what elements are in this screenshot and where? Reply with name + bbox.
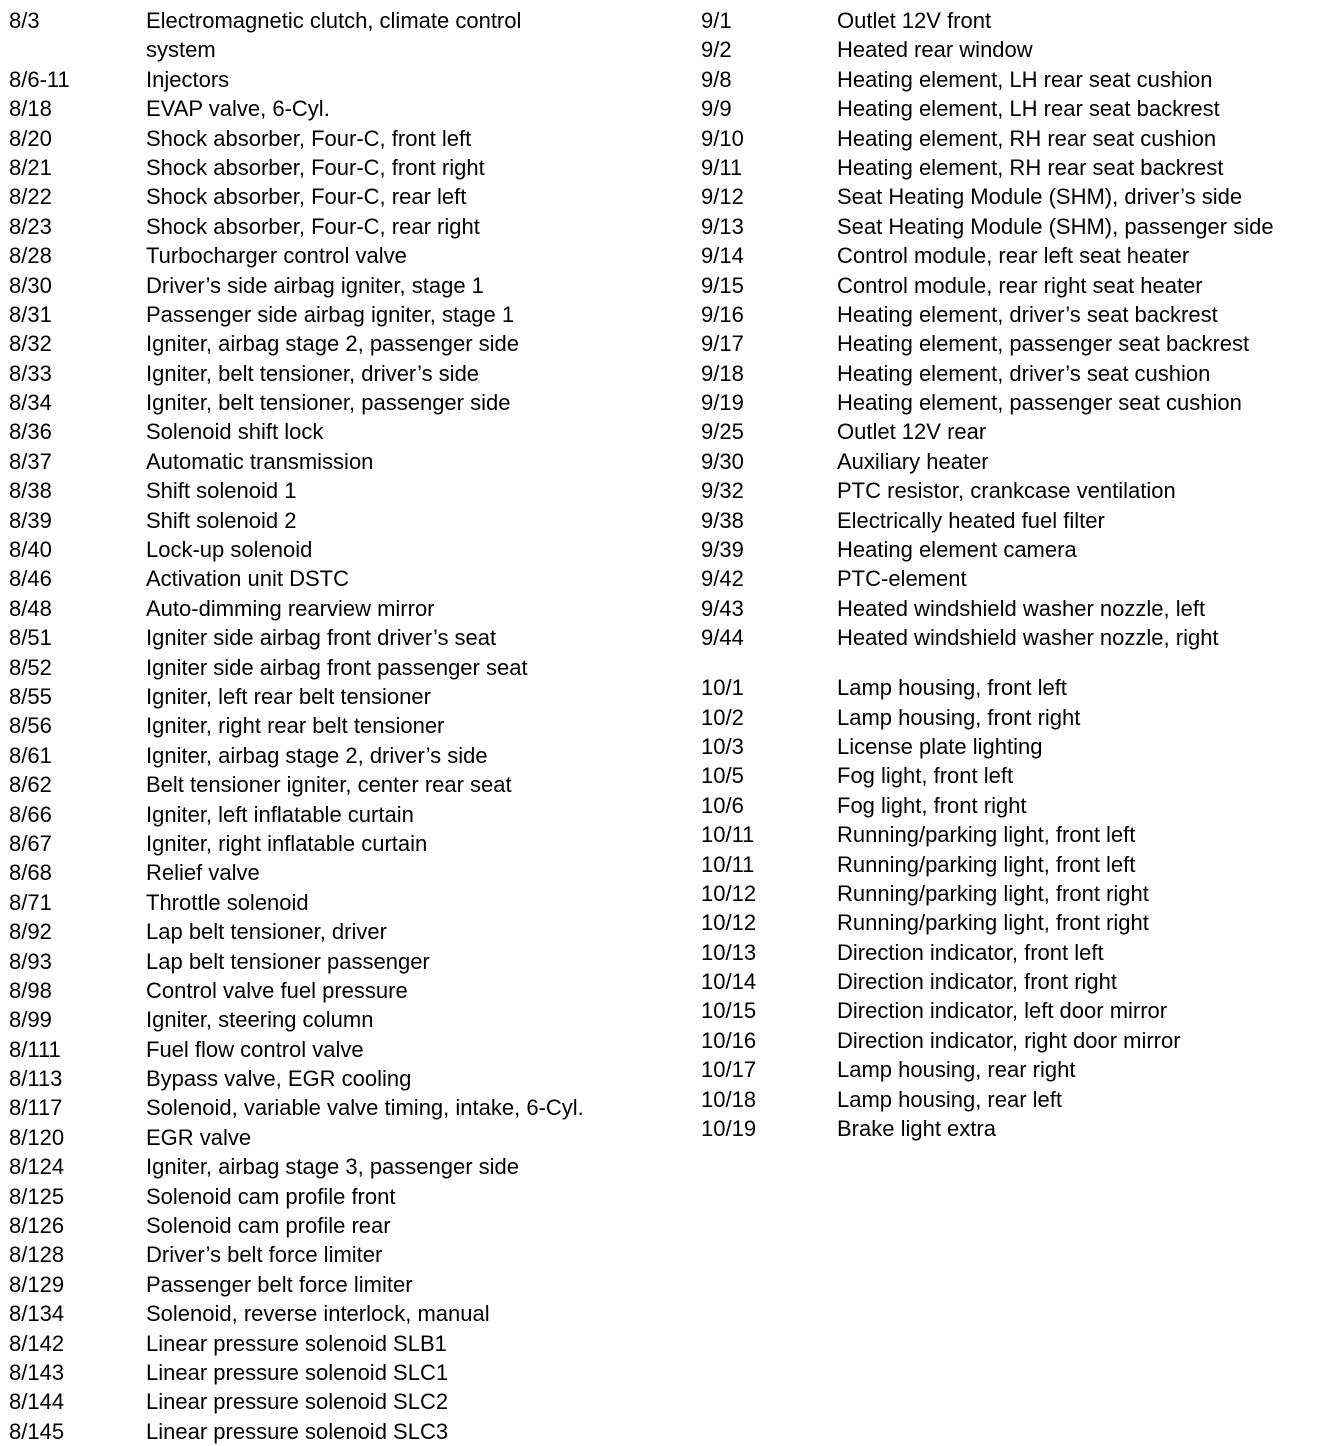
component-description: Relief valve bbox=[146, 860, 260, 886]
component-description: Turbocharger control valve bbox=[146, 243, 407, 269]
component-row bbox=[9, 1182, 669, 1211]
component-row bbox=[701, 703, 1321, 732]
component-description: Shift solenoid 1 bbox=[146, 478, 297, 504]
left-component-list bbox=[9, 6, 669, 1446]
component-description: EVAP valve, 6-Cyl. bbox=[146, 96, 330, 122]
component-code: 8/3 bbox=[9, 8, 40, 33]
component-row bbox=[9, 711, 669, 740]
component-row bbox=[9, 1152, 669, 1181]
component-code: 8/22 bbox=[9, 184, 52, 210]
component-row bbox=[9, 6, 669, 65]
component-code: 8/18 bbox=[9, 96, 52, 122]
component-description: Heating element, LH rear seat backrest bbox=[837, 96, 1220, 122]
component-code: 10/2 bbox=[701, 704, 744, 730]
group-spacer bbox=[701, 653, 1321, 674]
component-row bbox=[9, 359, 669, 388]
component-row bbox=[9, 94, 669, 123]
component-row bbox=[9, 829, 669, 858]
component-code: 8/113 bbox=[9, 1066, 63, 1092]
component-row bbox=[9, 741, 669, 770]
component-row bbox=[9, 65, 669, 94]
component-description: Injectors bbox=[146, 66, 230, 92]
component-description: Running/parking light, front left bbox=[837, 822, 1136, 848]
component-code: 9/8 bbox=[701, 66, 732, 92]
component-code: 8/117 bbox=[9, 1095, 63, 1121]
component-description: Seat Heating Module (SHM), driver’s side bbox=[837, 184, 1243, 210]
component-description: Seat Heating Module (SHM), passenger side bbox=[837, 213, 1274, 239]
component-description: Heating element camera bbox=[837, 537, 1077, 563]
component-description: Running/parking light, front right bbox=[837, 910, 1149, 936]
component-description: Fuel flow control valve bbox=[146, 1036, 364, 1062]
component-description: Passenger belt force limiter bbox=[146, 1271, 413, 1297]
component-code: 10/5 bbox=[701, 763, 744, 789]
component-code: 8/34 bbox=[9, 390, 52, 416]
component-description: Bypass valve, EGR cooling bbox=[146, 1066, 412, 1092]
component-code: 8/143 bbox=[9, 1359, 65, 1385]
component-description: Heated rear window bbox=[837, 37, 1033, 63]
component-code: 8/134 bbox=[9, 1301, 65, 1327]
component-description: Passenger side airbag igniter, stage 1 bbox=[146, 301, 515, 327]
component-code: 8/142 bbox=[9, 1330, 65, 1356]
component-row bbox=[701, 850, 1321, 879]
component-code: 10/17 bbox=[701, 1057, 757, 1083]
component-row bbox=[701, 476, 1321, 505]
component-code: 8/128 bbox=[9, 1242, 65, 1268]
component-code: 8/20 bbox=[9, 125, 52, 151]
component-description: Auto-dimming rearview mirror bbox=[146, 595, 435, 621]
component-description: Auxiliary heater bbox=[837, 448, 989, 474]
component-code: 9/25 bbox=[701, 419, 744, 445]
component-group-10 bbox=[701, 673, 1321, 1143]
component-row bbox=[9, 800, 669, 829]
component-description: Linear pressure solenoid SLC1 bbox=[146, 1359, 449, 1385]
component-code: 8/46 bbox=[9, 566, 52, 592]
component-row bbox=[701, 1085, 1321, 1114]
component-code: 8/98 bbox=[9, 977, 52, 1003]
component-description: PTC-element bbox=[837, 566, 967, 592]
component-row bbox=[9, 858, 669, 887]
component-row bbox=[701, 1114, 1321, 1143]
component-code: 8/56 bbox=[9, 713, 52, 739]
component-code: 10/11 bbox=[701, 822, 755, 848]
component-row bbox=[701, 564, 1321, 593]
component-description: Shock absorber, Four-C, rear right bbox=[146, 213, 480, 239]
component-code: 9/9 bbox=[701, 96, 732, 122]
component-code: 9/1 bbox=[701, 8, 732, 33]
component-description: PTC resistor, crankcase ventilation bbox=[837, 478, 1176, 504]
component-row bbox=[701, 623, 1321, 652]
component-row bbox=[701, 594, 1321, 623]
component-row bbox=[701, 820, 1321, 849]
component-code: 8/31 bbox=[9, 301, 52, 327]
component-row bbox=[9, 1123, 669, 1152]
right-component-list bbox=[701, 6, 1321, 1143]
component-row bbox=[701, 417, 1321, 446]
component-code: 10/3 bbox=[701, 733, 744, 759]
component-row bbox=[701, 300, 1321, 329]
component-code: 8/37 bbox=[9, 448, 52, 474]
component-row bbox=[701, 329, 1321, 358]
component-code: 9/14 bbox=[701, 243, 744, 269]
component-description: Shock absorber, Four-C, front left bbox=[146, 125, 472, 151]
component-code: 9/38 bbox=[701, 507, 744, 533]
component-row bbox=[9, 1329, 669, 1358]
component-code: 8/126 bbox=[9, 1213, 65, 1239]
component-code: 8/92 bbox=[9, 919, 52, 945]
component-description: Igniter, airbag stage 2, passenger side bbox=[146, 331, 520, 357]
component-description: Heating element, RH rear seat backrest bbox=[837, 154, 1224, 180]
component-code: 8/28 bbox=[9, 243, 52, 269]
component-row bbox=[9, 770, 669, 799]
component-row bbox=[9, 182, 669, 211]
component-row bbox=[701, 879, 1321, 908]
component-row bbox=[9, 623, 669, 652]
component-description: Outlet 12V rear bbox=[837, 419, 987, 445]
component-row bbox=[701, 241, 1321, 270]
component-description: Driver’s belt force limiter bbox=[146, 1242, 383, 1268]
component-description: Control valve fuel pressure bbox=[146, 977, 408, 1003]
component-description: Heating element, passenger seat cushion bbox=[837, 390, 1242, 416]
component-code: 10/12 bbox=[701, 910, 757, 936]
component-description: Igniter, airbag stage 3, passenger side bbox=[146, 1154, 520, 1180]
component-description: Igniter side airbag front passenger seat bbox=[146, 654, 528, 680]
component-description: Igniter, steering column bbox=[146, 1007, 374, 1033]
component-description: Linear pressure solenoid SLC3 bbox=[146, 1418, 449, 1444]
component-description: Electrically heated fuel filter bbox=[837, 507, 1105, 533]
component-description: Lap belt tensioner, driver bbox=[146, 919, 387, 945]
component-row bbox=[9, 653, 669, 682]
component-row bbox=[701, 761, 1321, 790]
component-code: 8/111 bbox=[9, 1036, 61, 1062]
component-code: 8/61 bbox=[9, 742, 52, 768]
component-code: 8/67 bbox=[9, 830, 52, 856]
component-description: Automatic transmission bbox=[146, 448, 374, 474]
component-row bbox=[9, 947, 669, 976]
component-row bbox=[701, 673, 1321, 702]
component-description: Solenoid cam profile rear bbox=[146, 1213, 391, 1239]
component-description: Solenoid shift lock bbox=[146, 419, 324, 445]
component-code: 10/15 bbox=[701, 998, 757, 1024]
component-row bbox=[9, 329, 669, 358]
component-code: 8/36 bbox=[9, 419, 52, 445]
component-description: Lamp housing, rear right bbox=[837, 1057, 1076, 1083]
component-code: 9/30 bbox=[701, 448, 744, 474]
component-row bbox=[701, 212, 1321, 241]
component-row bbox=[9, 271, 669, 300]
component-description: Direction indicator, left door mirror bbox=[837, 998, 1168, 1024]
component-description: Linear pressure solenoid SLB1 bbox=[146, 1330, 447, 1356]
component-row bbox=[701, 359, 1321, 388]
component-code: 10/14 bbox=[701, 969, 757, 995]
component-row bbox=[701, 996, 1321, 1025]
component-code: 8/39 bbox=[9, 507, 52, 533]
component-row bbox=[9, 1299, 669, 1328]
component-code: 8/93 bbox=[9, 948, 52, 974]
component-code: 8/68 bbox=[9, 860, 52, 886]
component-code: 8/55 bbox=[9, 684, 52, 709]
component-description: Igniter, right inflatable curtain bbox=[146, 830, 428, 856]
component-row bbox=[9, 1093, 669, 1122]
component-row bbox=[701, 388, 1321, 417]
component-row bbox=[9, 1064, 669, 1093]
component-row bbox=[701, 506, 1321, 535]
component-code: 8/144 bbox=[9, 1389, 65, 1415]
component-code: 8/21 bbox=[9, 154, 52, 180]
component-description: Lock-up solenoid bbox=[146, 537, 313, 563]
component-description: Driver’s side airbag igniter, stage 1 bbox=[146, 272, 484, 298]
component-code: 9/17 bbox=[701, 331, 744, 357]
component-description: Heating element, driver’s seat cushion bbox=[837, 360, 1211, 386]
component-description: Shock absorber, Four-C, rear left bbox=[146, 184, 467, 210]
component-description: Electromagnetic clutch, climate control system bbox=[146, 8, 522, 63]
component-description: Running/parking light, front left bbox=[837, 851, 1136, 877]
component-code: 8/71 bbox=[9, 889, 52, 915]
component-description: Fog light, front left bbox=[837, 763, 1014, 789]
component-row bbox=[701, 791, 1321, 820]
component-row bbox=[9, 506, 669, 535]
component-code: 8/129 bbox=[9, 1271, 65, 1297]
component-description: Shock absorber, Four-C, front right bbox=[146, 154, 485, 180]
component-row bbox=[701, 6, 1321, 35]
component-description: Lamp housing, rear left bbox=[837, 1086, 1063, 1112]
component-code: 8/6-11 bbox=[9, 66, 70, 92]
component-code: 9/13 bbox=[701, 213, 744, 239]
component-row bbox=[9, 447, 669, 476]
component-row bbox=[701, 535, 1321, 564]
component-description: Shift solenoid 2 bbox=[146, 507, 297, 533]
component-row bbox=[9, 300, 669, 329]
component-code: 8/99 bbox=[9, 1007, 52, 1033]
component-code: 8/52 bbox=[9, 654, 52, 680]
component-row bbox=[9, 1387, 669, 1416]
component-description: Running/parking light, front right bbox=[837, 880, 1149, 906]
component-description: Igniter, belt tensioner, driver’s side bbox=[146, 360, 480, 386]
component-description: Solenoid, reverse interlock, manual bbox=[146, 1301, 490, 1327]
component-description: Igniter, belt tensioner, passenger side bbox=[146, 390, 511, 416]
component-description: Activation unit DSTC bbox=[146, 566, 349, 592]
component-code: 8/124 bbox=[9, 1154, 65, 1180]
component-description: Fog light, front right bbox=[837, 792, 1027, 818]
component-code: 8/62 bbox=[9, 772, 52, 798]
component-description: Igniter, left rear belt tensioner bbox=[146, 684, 431, 709]
component-description: Throttle solenoid bbox=[146, 889, 309, 915]
component-description: Heating element, LH rear seat cushion bbox=[837, 66, 1213, 92]
component-code: 9/10 bbox=[701, 125, 744, 151]
component-description: Direction indicator, right door mirror bbox=[837, 1027, 1181, 1053]
component-description: Heated windshield washer nozzle, right bbox=[837, 625, 1219, 651]
component-description: Lamp housing, front right bbox=[837, 704, 1081, 730]
component-row bbox=[9, 241, 669, 270]
component-code: 9/12 bbox=[701, 184, 744, 210]
component-row bbox=[9, 388, 669, 417]
component-code: 8/38 bbox=[9, 478, 52, 504]
component-row bbox=[701, 1055, 1321, 1084]
component-row bbox=[701, 94, 1321, 123]
component-description: Solenoid, variable valve timing, intake, 6-Cyl. bbox=[146, 1095, 584, 1121]
component-description: Heated windshield washer nozzle, left bbox=[837, 595, 1206, 621]
component-row bbox=[701, 1026, 1321, 1055]
component-description: Igniter, airbag stage 2, driver’s side bbox=[146, 742, 488, 768]
component-row bbox=[9, 917, 669, 946]
component-row bbox=[701, 908, 1321, 937]
component-description: Direction indicator, front left bbox=[837, 939, 1104, 965]
component-code: 8/145 bbox=[9, 1418, 65, 1444]
component-row bbox=[9, 1417, 669, 1446]
component-group-9 bbox=[701, 6, 1321, 653]
component-row bbox=[9, 888, 669, 917]
component-row bbox=[9, 594, 669, 623]
component-row bbox=[701, 65, 1321, 94]
component-code: 8/32 bbox=[9, 331, 52, 357]
component-code: 10/18 bbox=[701, 1086, 757, 1112]
component-code: 10/12 bbox=[701, 880, 757, 906]
component-description: Igniter, right rear belt tensioner bbox=[146, 713, 445, 739]
component-row bbox=[9, 476, 669, 505]
component-code: 10/11 bbox=[701, 851, 755, 877]
component-code: 8/30 bbox=[9, 272, 52, 298]
component-row bbox=[9, 682, 669, 711]
component-description: Linear pressure solenoid SLC2 bbox=[146, 1389, 449, 1415]
component-row bbox=[9, 976, 669, 1005]
component-row bbox=[9, 564, 669, 593]
component-row bbox=[701, 182, 1321, 211]
component-code: 9/44 bbox=[701, 625, 744, 651]
component-row bbox=[9, 1240, 669, 1269]
component-description: Control module, rear right seat heater bbox=[837, 272, 1203, 298]
component-code: 10/6 bbox=[701, 792, 744, 818]
component-row bbox=[701, 35, 1321, 64]
component-description: Heating element, driver’s seat backrest bbox=[837, 301, 1218, 327]
component-description: Lamp housing, front left bbox=[837, 675, 1067, 701]
component-row bbox=[9, 124, 669, 153]
component-row bbox=[9, 1358, 669, 1387]
component-description: Heating element, passenger seat backrest bbox=[837, 331, 1250, 357]
component-description: Brake light extra bbox=[837, 1116, 996, 1142]
component-description: Belt tensioner igniter, center rear seat bbox=[146, 772, 512, 798]
component-code: 8/125 bbox=[9, 1183, 65, 1209]
component-description: Solenoid cam profile front bbox=[146, 1183, 396, 1209]
component-code: 8/33 bbox=[9, 360, 52, 386]
component-code: 9/15 bbox=[701, 272, 744, 298]
component-code: 10/16 bbox=[701, 1027, 757, 1053]
component-code: 9/42 bbox=[701, 566, 744, 592]
component-description: EGR valve bbox=[146, 1124, 252, 1150]
component-code: 8/66 bbox=[9, 801, 52, 827]
component-row bbox=[701, 124, 1321, 153]
component-code: 10/19 bbox=[701, 1116, 757, 1142]
component-code: 9/39 bbox=[701, 537, 744, 563]
component-code: 9/18 bbox=[701, 360, 744, 386]
component-row bbox=[701, 153, 1321, 182]
component-description: Direction indicator, front right bbox=[837, 969, 1118, 995]
component-description: Outlet 12V front bbox=[837, 8, 992, 33]
component-code: 8/120 bbox=[9, 1124, 65, 1150]
component-description: Control module, rear left seat heater bbox=[837, 243, 1190, 269]
component-row bbox=[701, 938, 1321, 967]
component-code: 9/32 bbox=[701, 478, 744, 504]
component-description: Igniter, left inflatable curtain bbox=[146, 801, 414, 827]
component-description: Lap belt tensioner passenger bbox=[146, 948, 430, 974]
component-code: 10/13 bbox=[701, 939, 757, 965]
component-code: 8/40 bbox=[9, 537, 52, 563]
component-code: 8/23 bbox=[9, 213, 52, 239]
component-description: Heating element, RH rear seat cushion bbox=[837, 125, 1217, 151]
component-code: 9/2 bbox=[701, 37, 732, 63]
component-row bbox=[9, 153, 669, 182]
component-row bbox=[9, 212, 669, 241]
component-code: 9/19 bbox=[701, 390, 744, 416]
component-row bbox=[9, 1270, 669, 1299]
component-row bbox=[9, 1005, 669, 1034]
component-row bbox=[701, 447, 1321, 476]
component-code: 9/16 bbox=[701, 301, 744, 327]
component-code: 9/43 bbox=[701, 595, 744, 621]
component-description: License plate lighting bbox=[837, 733, 1043, 759]
component-code: 8/48 bbox=[9, 595, 52, 621]
component-code: 9/11 bbox=[701, 154, 743, 180]
component-code: 8/51 bbox=[9, 625, 52, 651]
component-row bbox=[9, 1035, 669, 1064]
component-description: Igniter side airbag front driver’s seat bbox=[146, 625, 497, 651]
component-row bbox=[9, 1211, 669, 1240]
component-row bbox=[9, 417, 669, 446]
component-row bbox=[701, 967, 1321, 996]
component-row bbox=[701, 271, 1321, 300]
component-code: 10/1 bbox=[701, 675, 744, 701]
component-row bbox=[9, 535, 669, 564]
component-row bbox=[701, 732, 1321, 761]
